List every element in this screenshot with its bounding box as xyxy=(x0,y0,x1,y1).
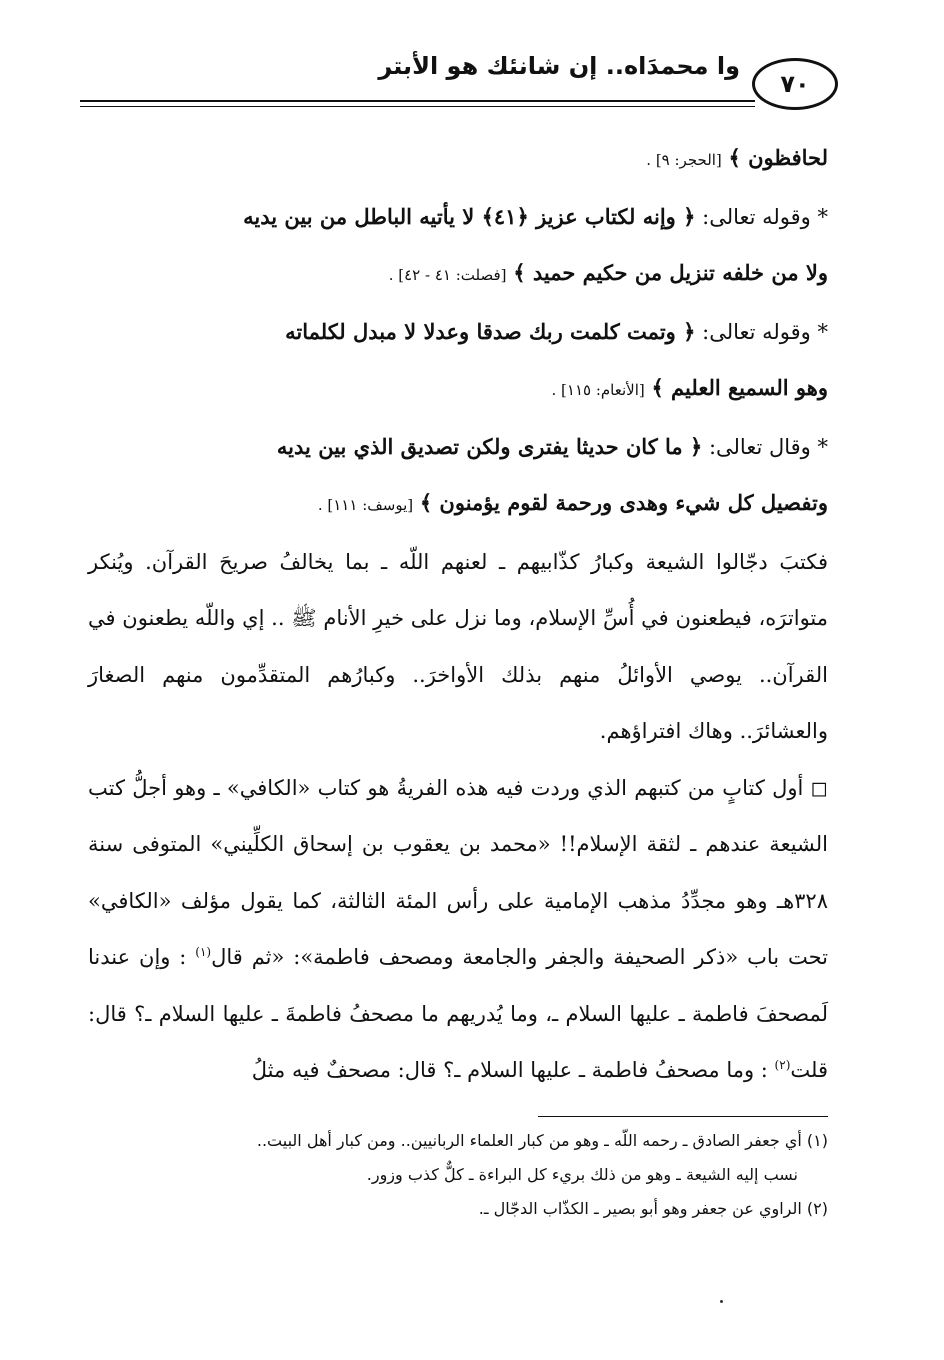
paragraph-1: فكتبَ دجّالوا الشيعة وكبارُ كذّابيهم ـ لعنهم اللّه ـ بما يخالفُ صريحَ القرآن. ويُنكر متواترَه، فيطعنون في أُسِّ الإسلام، وما نزل على خيرِ الأنام ﷺ .. إي واللّه يطعنون في القرآن.. يوصي الأوائلُ منهم بذلك الأواخرَ.. وكبارُهم المتقدِّمون منهم الصغارَ والعشائرَ.. وهاك افتراؤهم. xyxy=(88,549,828,743)
paragraph-text: ◻ أول كتابٍ من كتبهم الذي وردت فيه هذه الفريةُ هو كتاب «الكافي» ـ وهو أجلُّ كتب الشيعة عندهم ـ لثقة الإسلام!! «محمد بن يعقوب بن إسحاق الكلِّيني» المتوفى سنة ٣٢٨هـ وهو مجدِّدُ مذهب الإمامية على رأس المئة الثالثة، كما يقول مؤلف «الكافي» تحت باب «ذكر الصحيفة والجفر والجامعة ومصحف فاطمة»: «ثم قال xyxy=(88,775,828,969)
header-rule xyxy=(80,100,755,102)
quran-quote: ﴿ وتمت كلمت ربك صدقا وعدلا لا مبدل لكلماته xyxy=(285,318,696,344)
verse-line xyxy=(88,360,828,419)
footnote-marker: (٢) xyxy=(774,1058,791,1072)
footnote-1: (١) أي جعفر الصادق ـ رحمه اللّه ـ وهو من كبار العلماء الربانيين.. ومن كبار أهل البيت.. xyxy=(256,1131,828,1150)
quran-quote: وهو السميع العليم ﴾ xyxy=(651,375,828,400)
verse-line xyxy=(88,475,828,534)
verse-line xyxy=(88,304,828,361)
header-rule-thin xyxy=(80,106,755,107)
verse-reference: [الأنعام: ١١٥] . xyxy=(551,381,645,399)
page-number: ٧٠ xyxy=(752,58,838,110)
verse-line xyxy=(88,419,828,476)
quran-quote: لحافظون ﴾ xyxy=(728,145,828,170)
paragraph-text: : وإن عندنا لَمصحفَ فاطمة ـ عليها السلام ـ، وما يُدريهم ما مصحفُ فاطمةَ ـ عليها السلام ـ؟ قال: قلت xyxy=(88,945,828,1082)
footnote-2: (٢) الراوي عن جعفر وهو أبو بصير ـ الكذّاب الدجّال ـ. xyxy=(478,1199,828,1218)
body-text xyxy=(88,130,828,1099)
quran-quote: وتفصيل كل شيء وهدى ورحمة لقوم يؤمنون ﴾ xyxy=(419,490,828,515)
paragraph-text: : وما مصحفُ فاطمة ـ عليها السلام ـ؟ قال: مصحفٌ فيه مثلُ xyxy=(251,1058,775,1082)
paragraph-2 xyxy=(88,760,828,1099)
verse-reference: [يوسف: ١١١] . xyxy=(317,496,414,514)
verse-intro: * وقوله تعالى: xyxy=(695,319,828,344)
verse-line xyxy=(88,245,828,304)
footnote-1-continued: نسب إليه الشيعة ـ وهو من ذلك بريء كل البراءة ـ كلٌّ كذب وزور. xyxy=(366,1165,798,1184)
verse-line xyxy=(88,130,828,189)
quran-quote: ولا من خلفه تنزيل من حكيم حميد ﴾ xyxy=(513,260,828,285)
footnotes xyxy=(90,1124,828,1226)
verse-reference: [الحجر: ٩] . xyxy=(646,151,722,169)
quran-quote: ﴿ وإنه لكتاب عزيز ﴿٤١﴾ لا يأتيه الباطل من بين يديه xyxy=(243,203,696,229)
verse-reference: [فصلت: ٤١ - ٤٢] . xyxy=(388,266,507,284)
running-title: وا محمدَاه.. إن شانئك هو الأبتر xyxy=(378,52,740,80)
verse-intro: * وقال تعالى: xyxy=(702,434,828,459)
footnote-marker: (١) xyxy=(195,945,212,959)
footnote-rule xyxy=(538,1116,828,1117)
quran-quote: ﴿ ما كان حديثا يفترى ولكن تصديق الذي بين يديه xyxy=(276,433,703,459)
scan-speck xyxy=(720,1300,723,1303)
verse-line xyxy=(88,189,828,246)
verse-intro: * وقوله تعالى: xyxy=(695,204,828,229)
